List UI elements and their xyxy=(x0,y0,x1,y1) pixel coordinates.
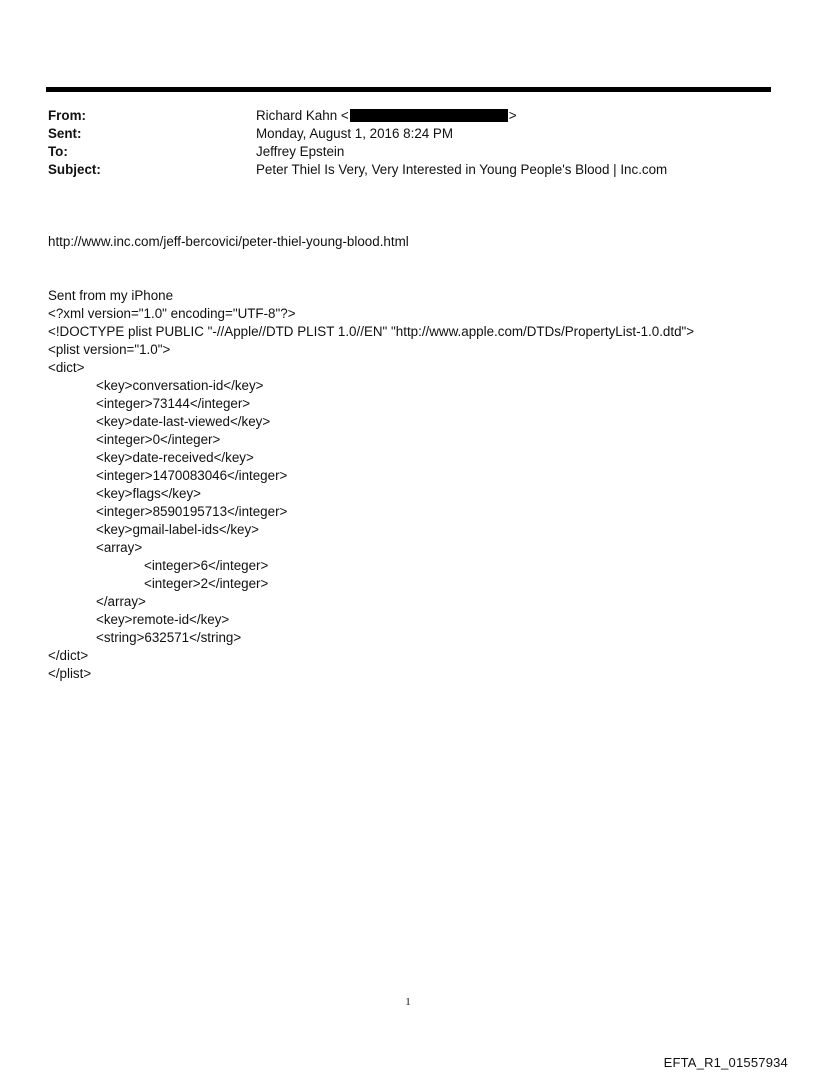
xml-line: <!DOCTYPE plist PUBLIC "-//Apple//DTD PLIST 1.0//EN" "http://www.apple.com/DTDs/PropertyList-1.0.dtd"> xyxy=(48,324,695,339)
subject-label: Subject: xyxy=(48,162,101,177)
article-link[interactable]: http://www.inc.com/jeff-bercovici/peter-thiel-young-blood.html xyxy=(48,234,409,249)
from-row xyxy=(48,107,748,125)
header-rule xyxy=(46,87,771,92)
email-header xyxy=(48,107,748,179)
xml-line: <key>gmail-label-ids</key> xyxy=(96,522,260,537)
xml-line: <key>conversation-id</key> xyxy=(96,378,264,393)
xml-line: <plist version="1.0"> xyxy=(48,342,171,357)
xml-line: <integer>8590195713</integer> xyxy=(96,504,288,519)
sent-value: Monday, August 1, 2016 8:24 PM xyxy=(256,126,454,141)
from-label: From: xyxy=(48,108,86,123)
redaction-block xyxy=(350,109,508,122)
xml-line: <array> xyxy=(96,540,143,555)
xml-line: <integer>6</integer> xyxy=(144,558,269,573)
sent-row xyxy=(48,125,748,143)
message-body xyxy=(48,287,694,683)
xml-line: <?xml version="1.0" encoding="UTF-8"?> xyxy=(48,306,296,321)
xml-line: <key>date-received</key> xyxy=(96,450,254,465)
xml-line: </array> xyxy=(96,594,146,609)
to-row xyxy=(48,143,748,161)
subject-value: Peter Thiel Is Very, Very Interested in Young People's Blood | Inc.com xyxy=(256,162,668,177)
xml-line: <integer>73144</integer> xyxy=(96,396,251,411)
bates-number: EFTA_R1_01557934 xyxy=(663,1055,788,1070)
to-value: Jeffrey Epstein xyxy=(256,144,345,159)
xml-line: <dict> xyxy=(48,360,85,375)
xml-line: <integer>1470083046</integer> xyxy=(96,468,288,483)
from-value xyxy=(256,107,517,125)
page-number: 1 xyxy=(405,996,411,1008)
xml-line: </dict> xyxy=(48,648,89,663)
from-close: > xyxy=(508,108,517,123)
xml-line: <key>remote-id</key> xyxy=(96,612,230,627)
subject-row xyxy=(48,161,748,179)
to-label: To: xyxy=(48,144,68,159)
xml-line: <key>flags</key> xyxy=(96,486,201,501)
xml-line: </plist> xyxy=(48,666,92,681)
xml-line: <string>632571</string> xyxy=(96,630,242,645)
from-name: Richard Kahn < xyxy=(256,108,349,123)
xml-line: <integer>0</integer> xyxy=(96,432,221,447)
sent-label: Sent: xyxy=(48,126,82,141)
xml-line: <integer>2</integer> xyxy=(144,576,269,591)
signature: Sent from my iPhone xyxy=(48,288,174,303)
xml-line: <key>date-last-viewed</key> xyxy=(96,414,271,429)
